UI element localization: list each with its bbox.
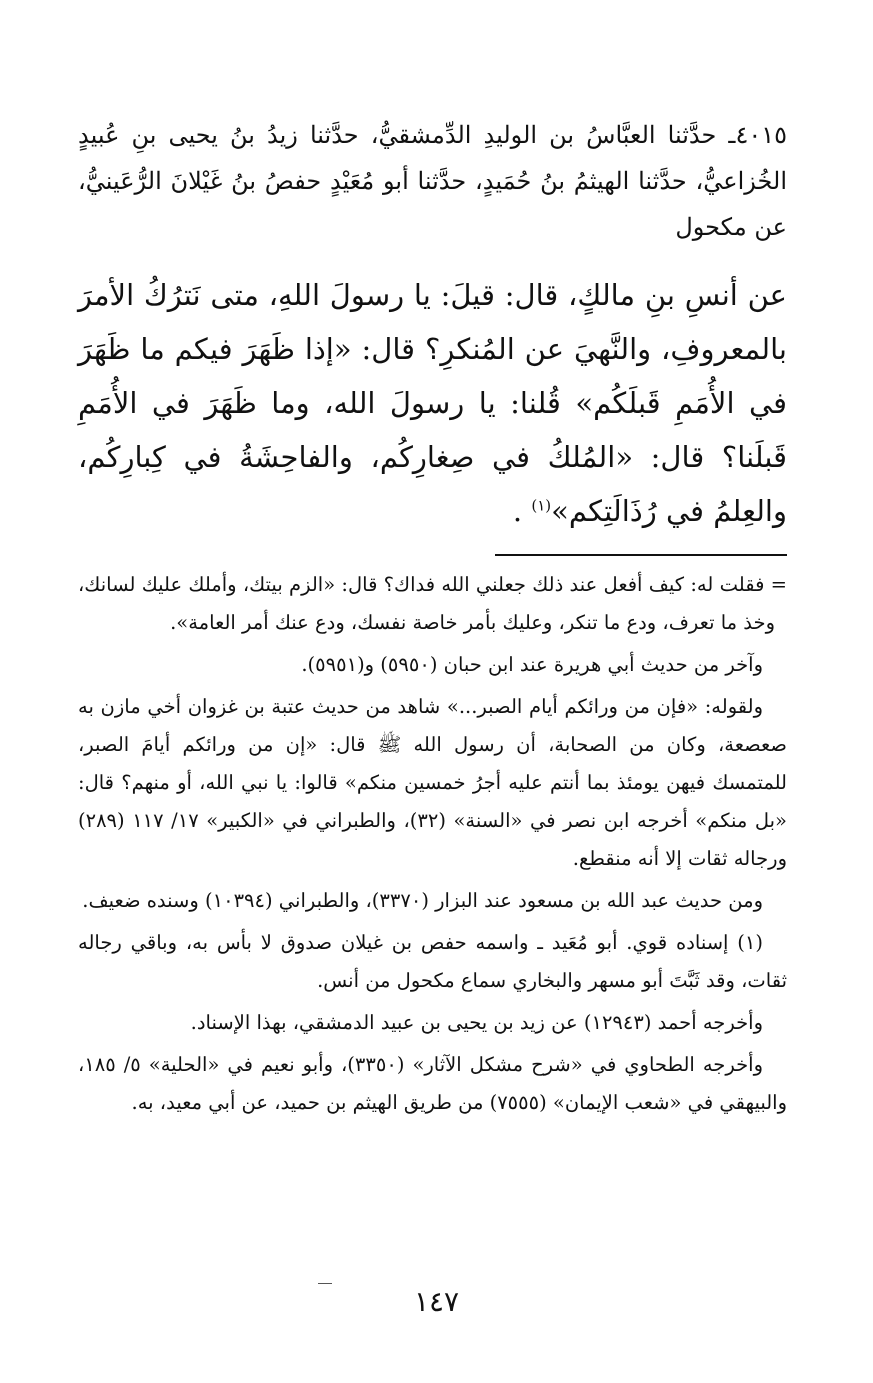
footnote-ref[interactable]: (١) (531, 496, 552, 515)
footnote-1: (١) إسناده قوي. أبو مُعَيد ـ واسمه حفص بن غيلان صدوق لا بأس به، وباقي رجاله ثقات، وقد ثَبَّتَ أبو مسهر والبخاري سماع مكحول من أنس. (78, 931, 787, 992)
footnote-separator (495, 554, 787, 556)
footnote-paragraph: وأخرجه أحمد (١٢٩٤٣) عن زيد بن يحيى بن عبيد الدمشقي، بهذا الإسناد. (190, 1011, 763, 1034)
hadith-text (78, 268, 787, 538)
footnote-continuation: = فقلت له: كيف أفعل عند ذلك جعلني الله فداك؟ قال: «الزم بيتك، وأملك عليك لسانك، وخذ ما تعرف، ودع ما تنكر، وعليك بأمر خاصة نفسك، ودع عنك أمر العامة». (78, 573, 787, 634)
hadith-chain: ٤٠١٥ـ حدَّثنا العبَّاسُ بن الوليدِ الدِّمشقيُّ، حدَّثنا زيدُ بنُ يحيى بنِ عُبيدٍ الخُزاعيُّ، حدَّثنا الهيثمُ بنُ حُمَيدٍ، حدَّثنا أبو مُعَيْدٍ حفصُ بنُ غَيْلانَ الرُّعَينيُّ، عن مكحول (78, 121, 787, 241)
footnote-paragraph: وآخر من حديث أبي هريرة عند ابن حبان (٥٩٥٠) و(٥٩٥١). (301, 653, 763, 676)
hadith-text-body: عن أنسِ بنِ مالكٍ، قال: قيلَ: يا رسولَ اللهِ، متى نَترُكُ الأمرَ بالمعروفِ، والنَّهيَ عن المُنكرِ؟ قال: «إذا ظَهَرَ فيكم ما ظَهَرَ في الأُمَمِ قَبلَكُم» قُلنا: يا رسولَ الله، وما ظَهَرَ في الأُمَمِ قَبلَنا؟ قال: «المُلكُ في صِغارِكُم، والفاحِشَةُ في كِبارِكُم، والعِلمُ في رُذَالَتِكم» (78, 278, 787, 528)
hadith-end-mark: . (512, 494, 523, 528)
footnote-paragraph: وأخرجه الطحاوي في «شرح مشكل الآثار» (٣٣٥٠)، وأبو نعيم في «الحلية» ٥/ ١٨٥، والبيهقي في «شعب الإيمان» (٧٥٥٥) من طريق الهيثم بن حميد، عن أبي معيد، به. (78, 1053, 787, 1114)
page-mark (318, 1283, 332, 1284)
footnote-paragraph: ولقوله: «فإن من ورائكم أيام الصبر...» شاهد من حديث عتبة بن غزوان أخي مازن به صعصعة، وكان من الصحابة، أن رسول الله ﷺ قال: «إن من ورائكم أيامَ الصبر، للمتمسك فيهن يومئذ بما أنتم عليه أجرُ خمسين منكم» قالوا: يا نبي الله، أو منهم؟ قال: «بل منكم» أخرجه ابن نصر في «السنة» (٣٢)، والطبراني في «الكبير» ١٧/ ١١٧ (٢٨٩) ورجاله ثقات إلا أنه منقطع. (78, 695, 787, 870)
footnote-paragraph: ومن حديث عبد الله بن مسعود عند البزار (٣٣٧٠)، والطبراني (١٠٣٩٤) وسنده ضعيف. (82, 889, 763, 912)
page-number: ١٤٧ (413, 1285, 460, 1318)
